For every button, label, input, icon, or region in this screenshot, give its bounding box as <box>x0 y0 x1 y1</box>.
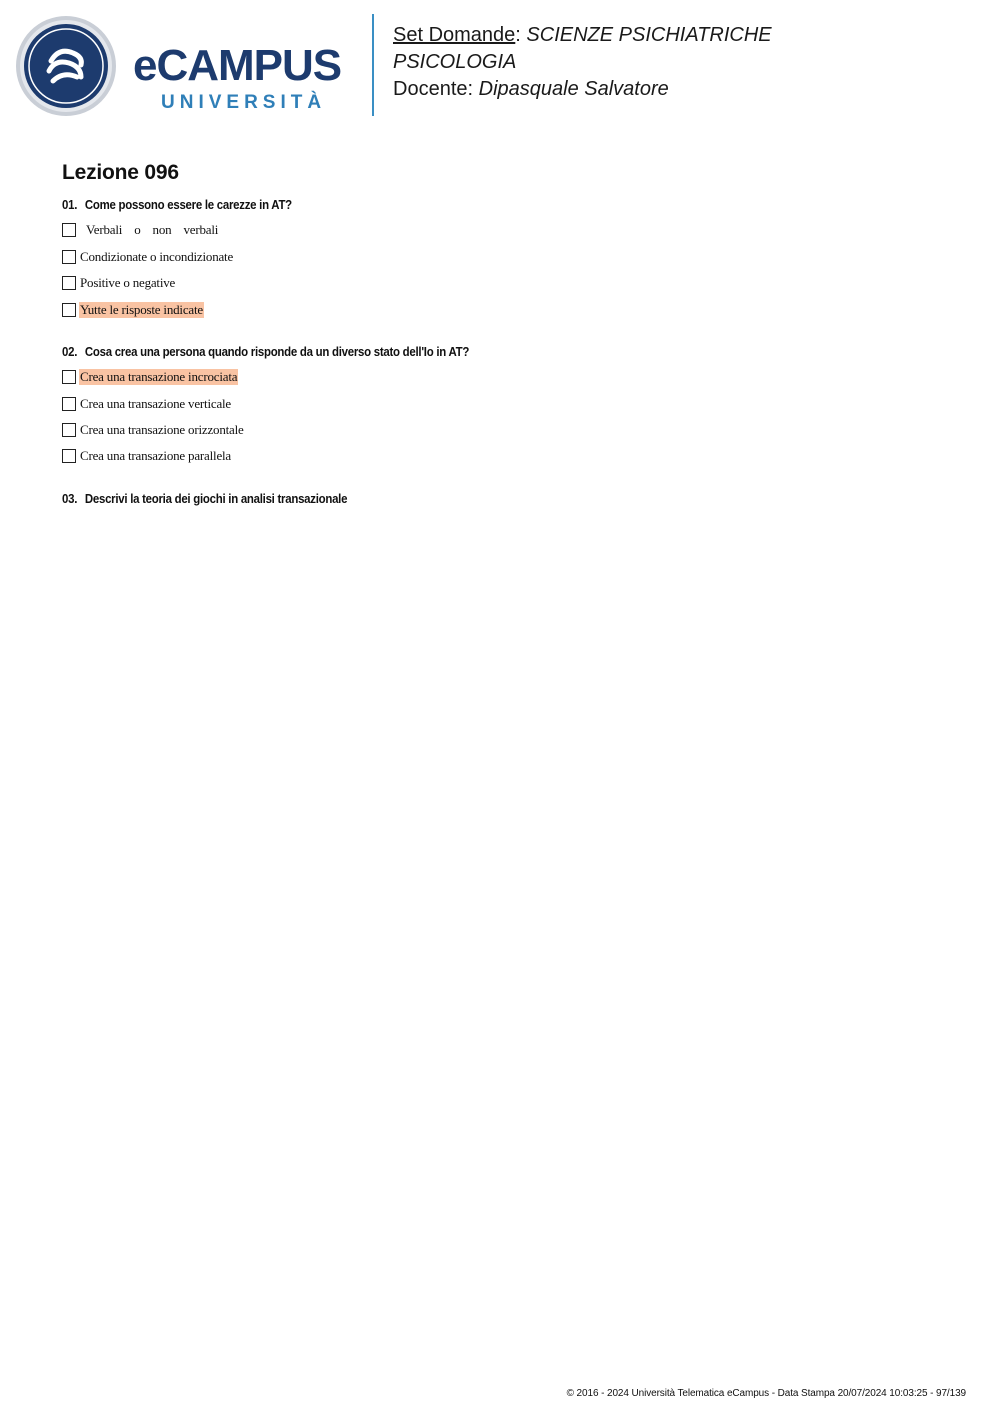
checkbox[interactable] <box>62 276 76 290</box>
checkbox[interactable] <box>62 449 76 463</box>
answer-option[interactable] <box>62 248 234 266</box>
docente-value: Dipasquale Salvatore <box>478 78 669 100</box>
option-label-highlighted: Crea una transazione incrociata <box>80 369 238 384</box>
header-divider <box>372 14 374 116</box>
svg-text:UNIVERSITÀ: UNIVERSITÀ <box>161 92 327 113</box>
question-title <box>62 491 347 506</box>
question-text: Descrivi la teoria dei giochi in analisi transazionale <box>84 491 348 506</box>
answer-option[interactable] <box>62 447 232 465</box>
checkbox[interactable] <box>62 423 76 437</box>
option-label-highlighted: Yutte le risposte indicate <box>80 302 203 317</box>
set-line: Set Domande: SCIENZE PSICHIATRICHE <box>393 24 772 46</box>
set-label: Set Domande <box>393 24 516 46</box>
set-value-line1: SCIENZE PSICHIATRICHE <box>526 24 772 46</box>
option-label: Condizionate o incondizionate <box>80 249 234 264</box>
option-label: Crea una transazione orizzontale <box>80 422 244 437</box>
svg-text:eCAMPUS: eCAMPUS <box>133 42 342 90</box>
answer-option-correct[interactable] <box>62 301 204 319</box>
checkbox[interactable] <box>62 370 76 384</box>
university-seal-logo <box>15 15 117 117</box>
question-text: Cosa crea una persona quando risponde da un diverso stato dell'Io in AT? <box>84 344 470 359</box>
question-text: Come possono essere le carezze in AT? <box>84 197 292 212</box>
answer-option[interactable] <box>62 395 232 413</box>
set-value-line2: PSICOLOGIA <box>393 51 517 73</box>
answer-option[interactable] <box>62 221 219 239</box>
question-title <box>62 344 469 359</box>
header-info <box>393 22 772 103</box>
option-label: Verbali o non verbali <box>86 222 219 237</box>
checkbox[interactable] <box>62 303 76 317</box>
option-label: Positive o negative <box>80 275 176 290</box>
docente-label: Docente: <box>393 78 474 100</box>
ecampus-wordmark-logo <box>133 42 357 114</box>
question-number: 02. <box>62 344 78 359</box>
lesson-title: Lezione 096 <box>62 161 179 184</box>
checkbox[interactable] <box>62 397 76 411</box>
checkbox[interactable] <box>62 250 76 264</box>
option-label: Crea una transazione parallela <box>80 448 231 463</box>
checkbox[interactable] <box>62 223 76 237</box>
page-header <box>0 0 1000 130</box>
question-number: 03. <box>62 491 78 506</box>
question-title <box>62 197 292 212</box>
docente-line <box>393 76 772 103</box>
option-label: Crea una transazione verticale <box>80 396 231 411</box>
answer-option[interactable] <box>62 421 245 439</box>
page-footer: © 2016 - 2024 Università Telematica eCampus - Data Stampa 20/07/2024 10:03:25 - 97/139 <box>566 1388 966 1399</box>
answer-option[interactable] <box>62 274 176 292</box>
question-number: 01. <box>62 197 78 212</box>
answer-option-correct[interactable] <box>62 368 238 386</box>
